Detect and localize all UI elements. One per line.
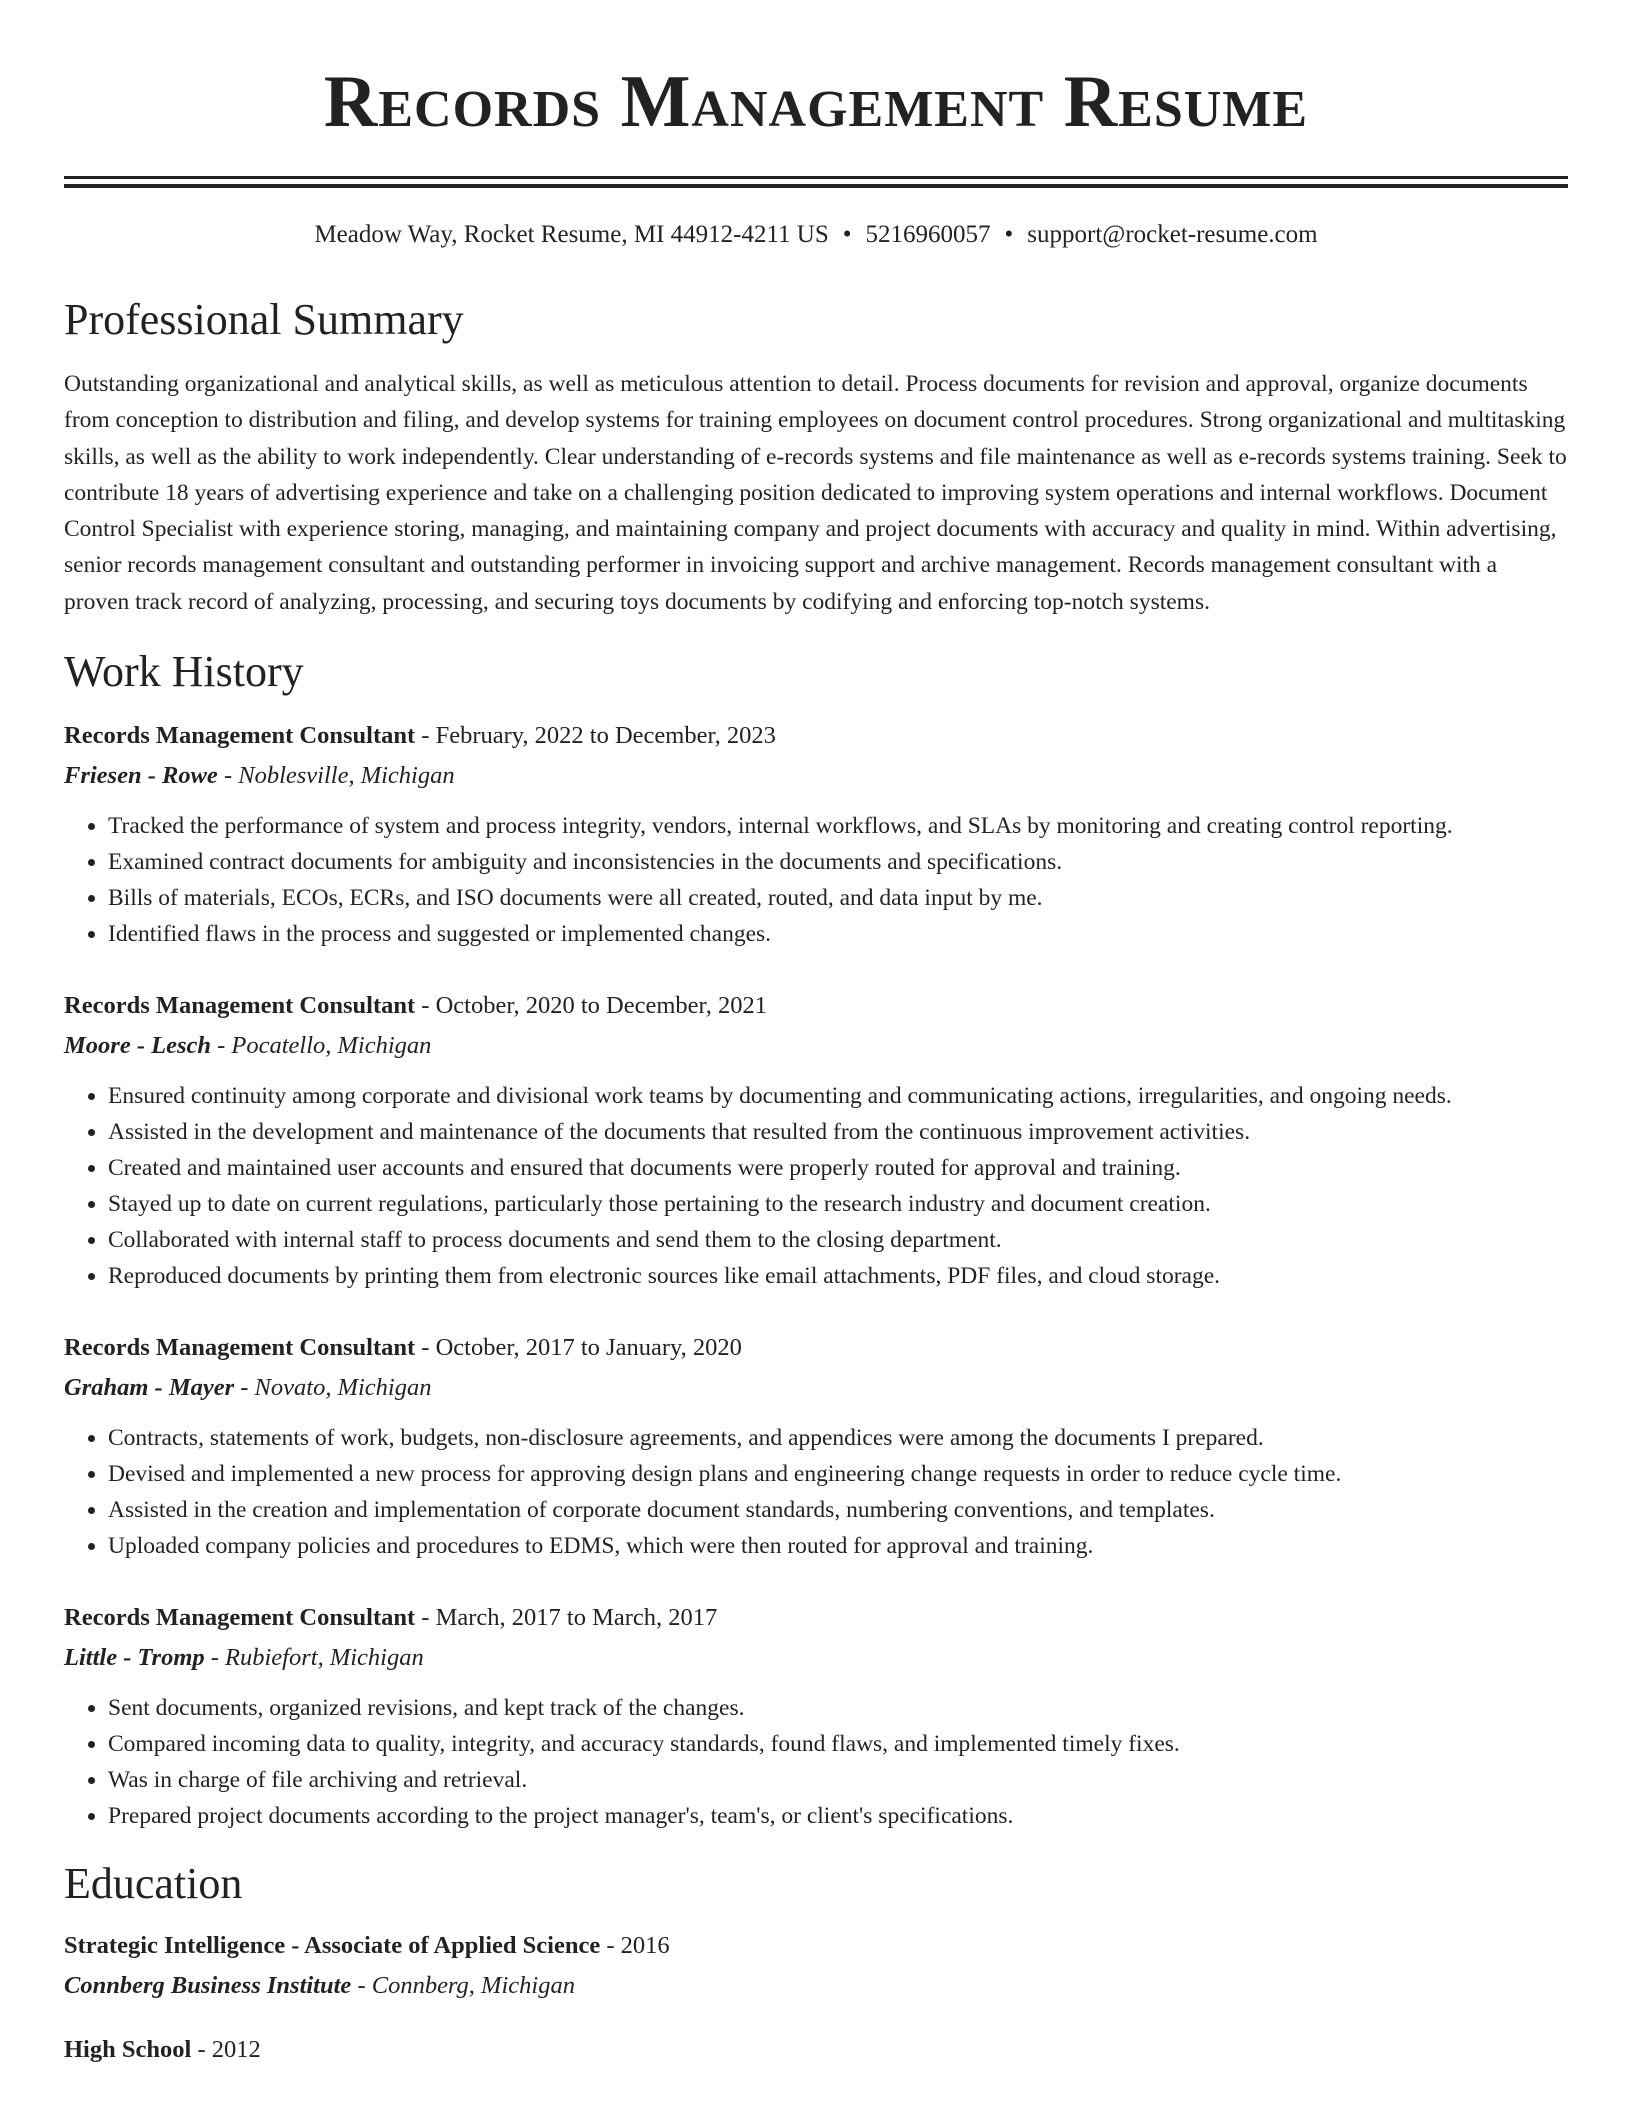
job-dates: - March, 2017 to March, 2017: [415, 1604, 718, 1632]
job-bullet: • Was in charge of file archiving and retrieval.: [108, 1762, 1568, 1798]
summary-heading: Professional Summary: [64, 295, 464, 344]
contact-line: [64, 218, 1568, 252]
job-bullet: • Created and maintained user accounts and ensured that documents were properly routed for approval and training.: [108, 1150, 1568, 1186]
job-bullet-list: [64, 1420, 1568, 1564]
job-bullet: • Devised and implemented a new process for approving design plans and engineering change requests in order to reduce cycle time.: [108, 1456, 1568, 1492]
job-role: Records Management Consultant: [64, 1334, 416, 1362]
job-company: Moore - Lesch: [64, 1032, 211, 1060]
education-entry: [64, 2030, 1568, 2070]
job-bullet-list: [64, 808, 1568, 952]
job-title-line: [64, 1328, 1568, 1368]
job-bullet: • Prepared project documents according to the project manager's, team's, or client's specifications.: [108, 1798, 1568, 1834]
contact-separator: •: [1004, 221, 1014, 248]
contact-email: support@rocket-resume.com: [1027, 221, 1318, 248]
job-role: Records Management Consultant: [64, 992, 416, 1020]
job-location: - Pocatello, Michigan: [210, 1032, 432, 1060]
education-degree-line: [64, 2030, 1568, 2070]
education-degree: High School: [64, 2036, 192, 2064]
job-bullet: • Tracked the performance of system and process integrity, vendors, internal workflows, and SLAs by monitoring and creating control reporting.: [108, 808, 1568, 844]
job-entry: [64, 1328, 1568, 1564]
job-entry: [64, 1598, 1568, 1834]
job-dates: - February, 2022 to December, 2023: [415, 722, 776, 750]
resume-title: Records Management Resume: [323, 61, 1309, 143]
job-company-line: [64, 1026, 1568, 1066]
job-bullet-list: [64, 1078, 1568, 1294]
job-bullet: • Collaborated with internal staff to process documents and send them to the closing department.: [108, 1222, 1568, 1258]
contact-separator: •: [842, 221, 852, 248]
education-school: Connberg Business Institute: [64, 1972, 352, 2000]
job-entry: [64, 716, 1568, 952]
job-location: - Noblesville, Michigan: [217, 762, 455, 790]
job-company: Friesen - Rowe: [64, 762, 218, 790]
job-bullet: • Assisted in the development and maintenance of the documents that resulted from the continuous improvement activities.: [108, 1114, 1568, 1150]
education-school-line: [64, 1966, 1568, 2006]
job-title-line: [64, 986, 1568, 1026]
contact-phone: 5216960057: [865, 221, 991, 248]
job-bullet: • Assisted in the creation and implementation of corporate document standards, numbering conventions, and templates.: [108, 1492, 1568, 1528]
job-dates: - October, 2017 to January, 2020: [415, 1334, 742, 1362]
education-degree-line: [64, 1926, 1568, 1966]
job-bullet: • Stayed up to date on current regulations, particularly those pertaining to the research industry and document creation.: [108, 1186, 1568, 1222]
job-company-line: [64, 756, 1568, 796]
job-location: - Rubiefort, Michigan: [204, 1644, 424, 1672]
job-company-line: [64, 1638, 1568, 1678]
job-company-line: [64, 1368, 1568, 1408]
job-title-line: [64, 716, 1568, 756]
job-bullet: • Sent documents, organized revisions, and kept track of the changes.: [108, 1690, 1568, 1726]
job-title-line: [64, 1598, 1568, 1638]
job-company: Graham - Mayer: [64, 1374, 235, 1402]
job-bullet: • Reproduced documents by printing them from electronic sources like email attachments, PDF files, and cloud storage.: [108, 1258, 1568, 1294]
work-history-heading: Work History: [64, 647, 304, 697]
education-year: - 2012: [191, 2036, 261, 2064]
job-bullet: • Contracts, statements of work, budgets, non-disclosure agreements, and appendices were among the documents I prepared.: [108, 1420, 1568, 1456]
job-bullet-list: [64, 1690, 1568, 1834]
job-bullet: • Examined contract documents for ambiguity and inconsistencies in the documents and specifications.: [108, 844, 1568, 880]
education-heading: Education: [64, 1859, 243, 1909]
education-location: - Connberg, Michigan: [351, 1972, 575, 2000]
education-year: - 2016: [600, 1932, 670, 1960]
job-bullet: • Uploaded company policies and procedures to EDMS, which were then routed for approval and training.: [108, 1528, 1568, 1564]
job-bullet: • Compared incoming data to quality, integrity, and accuracy standards, found flaws, and implemented timely fixes.: [108, 1726, 1568, 1762]
job-location: - Novato, Michigan: [234, 1374, 432, 1402]
title-double-rule: [64, 176, 1568, 188]
job-entry: [64, 986, 1568, 1294]
job-bullet: • Bills of materials, ECOs, ECRs, and ISO documents were all created, routed, and data input by me.: [108, 880, 1568, 916]
job-dates: - October, 2020 to December, 2021: [415, 992, 767, 1020]
education-entry: [64, 1926, 1568, 2006]
summary-text: Outstanding organizational and analytical skills, as well as meticulous attention to detail. Process documents for revision and approval, organize documents from conception to distribution and filing, and develop systems for training employees on document control procedures. Strong organizational and multitasking skills, as well as the ability to work independently. Clear understanding of e-records systems and file maintenance as well as e-records systems training. Seek to contribute 18 years of advertising experience and take on a challenging position dedicated to improving system operations and internal workflows. Document Control Specialist with experience storing, managing, and maintaining company and project documents with accuracy and quality in mind. Within advertising, senior records management consultant and outstanding performer in invoicing support and archive management. Records management consultant with a proven track record of analyzing, processing, and securing toys documents by codifying and enforcing top-notch systems.: [64, 371, 1567, 615]
job-bullet: • Ensured continuity among corporate and divisional work teams by documenting and communicating actions, irregularities, and ongoing needs.: [108, 1078, 1568, 1114]
job-role: Records Management Consultant: [64, 1604, 416, 1632]
education-degree: Strategic Intelligence - Associate of Applied Science: [64, 1932, 601, 1960]
job-role: Records Management Consultant: [64, 722, 416, 750]
job-company: Little - Tromp: [64, 1644, 205, 1672]
job-bullet: • Identified flaws in the process and suggested or implemented changes.: [108, 916, 1568, 952]
contact-address: Meadow Way, Rocket Resume, MI 44912-4211 US: [314, 221, 829, 248]
